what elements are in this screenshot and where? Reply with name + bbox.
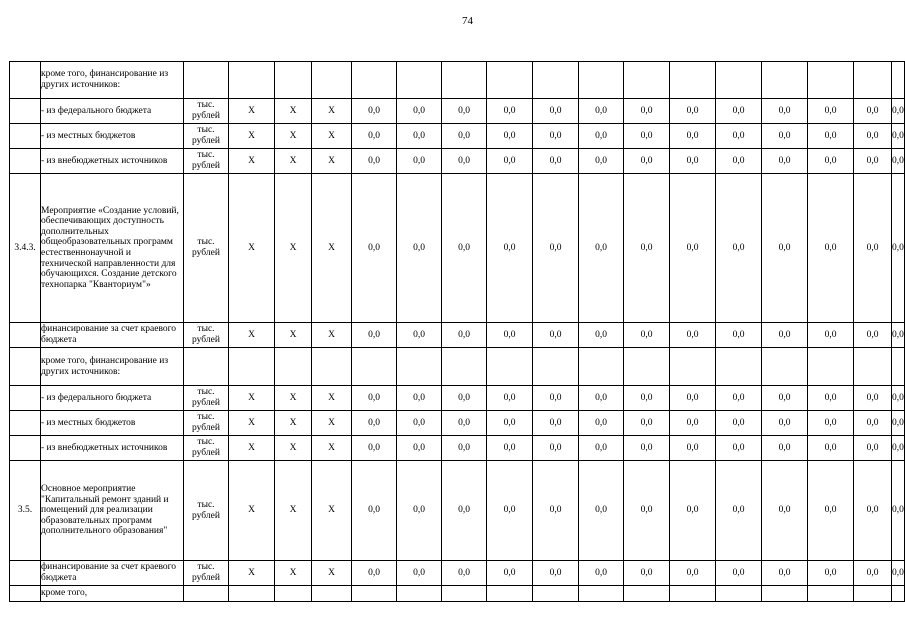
value-cell: 0,0 [352, 124, 397, 149]
value-cell: 0,0 [670, 436, 716, 461]
value-cell [762, 62, 808, 99]
value-cell: 0,0 [624, 561, 670, 586]
x-mark-cell [312, 586, 352, 602]
value-cell: 0,0 [892, 386, 905, 411]
value-cell: 0,0 [854, 174, 892, 323]
x-mark-cell: X [229, 461, 275, 561]
value-cell: 0,0 [533, 436, 579, 461]
x-mark-cell: X [312, 461, 352, 561]
table-row [10, 411, 905, 436]
table-row [10, 461, 905, 561]
activity-name-cell: Мероприятие «Создание условий, обеспечивающих доступность дополнительных общеобразовательных программ естественнонаучной и технической направленности для обучающихся. Создание детского технопарка "Кванториум"» [41, 174, 184, 323]
x-mark-cell [229, 348, 275, 386]
value-cell [442, 62, 487, 99]
value-cell: 0,0 [808, 411, 854, 436]
value-cell [397, 348, 442, 386]
value-cell: 0,0 [624, 149, 670, 174]
value-cell: 0,0 [716, 461, 762, 561]
x-mark-cell: X [312, 124, 352, 149]
value-cell [579, 586, 624, 602]
row-number-cell [10, 348, 41, 386]
value-cell: 0,0 [716, 149, 762, 174]
value-cell [487, 348, 533, 386]
x-mark-cell [275, 586, 312, 602]
table-row [10, 386, 905, 411]
value-cell: 0,0 [762, 461, 808, 561]
table-row [10, 62, 905, 99]
value-cell: 0,0 [487, 461, 533, 561]
value-cell: 0,0 [352, 411, 397, 436]
x-mark-cell: X [229, 174, 275, 323]
value-cell: 0,0 [579, 99, 624, 124]
value-cell [670, 62, 716, 99]
value-cell: 0,0 [716, 411, 762, 436]
x-mark-cell: X [312, 436, 352, 461]
value-cell: 0,0 [716, 124, 762, 149]
value-cell: 0,0 [762, 174, 808, 323]
value-cell: 0,0 [670, 411, 716, 436]
value-cell: 0,0 [808, 174, 854, 323]
value-cell [854, 348, 892, 386]
table-row [10, 586, 905, 602]
value-cell [533, 62, 579, 99]
unit-cell: тыс. рублей [184, 174, 229, 323]
value-cell: 0,0 [808, 149, 854, 174]
value-cell [808, 586, 854, 602]
value-cell: 0,0 [762, 436, 808, 461]
value-cell: 0,0 [352, 174, 397, 323]
value-cell: 0,0 [762, 386, 808, 411]
x-mark-cell [312, 348, 352, 386]
value-cell [762, 586, 808, 602]
value-cell [487, 62, 533, 99]
value-cell: 0,0 [854, 99, 892, 124]
value-cell: 0,0 [579, 124, 624, 149]
value-cell: 0,0 [892, 411, 905, 436]
value-cell: 0,0 [533, 411, 579, 436]
value-cell: 0,0 [533, 174, 579, 323]
value-cell: 0,0 [808, 386, 854, 411]
value-cell: 0,0 [854, 461, 892, 561]
row-number-cell [10, 411, 41, 436]
value-cell: 0,0 [854, 149, 892, 174]
value-cell: 0,0 [442, 436, 487, 461]
value-cell: 0,0 [808, 99, 854, 124]
activity-name-cell: - из внебюджетных источников [41, 149, 184, 174]
value-cell: 0,0 [442, 124, 487, 149]
value-cell: 0,0 [716, 386, 762, 411]
activity-name-cell: финансирование за счет краевого бюджета [41, 561, 184, 586]
activity-name-cell: кроме того, финансирование из других источников: [41, 348, 184, 386]
value-cell [808, 348, 854, 386]
x-mark-cell: X [312, 411, 352, 436]
value-cell: 0,0 [397, 174, 442, 323]
value-cell: 0,0 [854, 124, 892, 149]
row-number-cell: 3.4.3. [10, 174, 41, 323]
activity-name-cell: - из внебюджетных источников [41, 436, 184, 461]
value-cell [854, 62, 892, 99]
value-cell: 0,0 [442, 411, 487, 436]
value-cell: 0,0 [670, 561, 716, 586]
value-cell: 0,0 [487, 386, 533, 411]
page-number: 74 [462, 15, 473, 27]
value-cell: 0,0 [442, 461, 487, 561]
value-cell: 0,0 [579, 411, 624, 436]
unit-cell: тыс. рублей [184, 124, 229, 149]
value-cell: 0,0 [892, 436, 905, 461]
x-mark-cell: X [312, 99, 352, 124]
value-cell [892, 62, 905, 99]
table-row [10, 348, 905, 386]
value-cell: 0,0 [624, 386, 670, 411]
value-cell: 0,0 [624, 124, 670, 149]
x-mark-cell [275, 348, 312, 386]
value-cell: 0,0 [762, 99, 808, 124]
value-cell: 0,0 [352, 323, 397, 348]
value-cell: 0,0 [442, 149, 487, 174]
table-row [10, 561, 905, 586]
table-row [10, 99, 905, 124]
value-cell: 0,0 [762, 149, 808, 174]
value-cell [579, 348, 624, 386]
value-cell: 0,0 [579, 386, 624, 411]
value-cell: 0,0 [533, 99, 579, 124]
x-mark-cell: X [275, 436, 312, 461]
value-cell: 0,0 [397, 461, 442, 561]
value-cell: 0,0 [487, 174, 533, 323]
value-cell [624, 348, 670, 386]
x-mark-cell [229, 586, 275, 602]
value-cell [533, 586, 579, 602]
activity-name-cell: - из местных бюджетов [41, 411, 184, 436]
value-cell: 0,0 [670, 386, 716, 411]
value-cell [892, 348, 905, 386]
value-cell: 0,0 [670, 149, 716, 174]
activity-name-cell: - из федерального бюджета [41, 386, 184, 411]
table-row [10, 323, 905, 348]
value-cell: 0,0 [397, 386, 442, 411]
value-cell: 0,0 [352, 461, 397, 561]
value-cell: 0,0 [624, 461, 670, 561]
value-cell: 0,0 [854, 411, 892, 436]
unit-cell: тыс. рублей [184, 386, 229, 411]
x-mark-cell: X [229, 411, 275, 436]
value-cell [624, 62, 670, 99]
value-cell: 0,0 [579, 561, 624, 586]
row-number-cell [10, 62, 41, 99]
value-cell: 0,0 [670, 461, 716, 561]
value-cell: 0,0 [487, 436, 533, 461]
value-cell: 0,0 [808, 436, 854, 461]
value-cell: 0,0 [487, 149, 533, 174]
value-cell: 0,0 [892, 149, 905, 174]
value-cell: 0,0 [854, 386, 892, 411]
value-cell: 0,0 [854, 436, 892, 461]
value-cell: 0,0 [442, 174, 487, 323]
activity-name-cell: финансирование за счет краевого бюджета [41, 323, 184, 348]
table-row [10, 124, 905, 149]
x-mark-cell [229, 62, 275, 99]
row-number-cell [10, 323, 41, 348]
x-mark-cell: X [275, 411, 312, 436]
value-cell: 0,0 [892, 461, 905, 561]
value-cell [716, 586, 762, 602]
value-cell: 0,0 [442, 323, 487, 348]
value-cell: 0,0 [716, 323, 762, 348]
value-cell: 0,0 [670, 124, 716, 149]
x-mark-cell: X [312, 386, 352, 411]
value-cell: 0,0 [579, 149, 624, 174]
x-mark-cell: X [275, 99, 312, 124]
value-cell: 0,0 [716, 436, 762, 461]
value-cell: 0,0 [397, 411, 442, 436]
value-cell: 0,0 [808, 323, 854, 348]
budget-table [9, 61, 905, 602]
row-number-cell [10, 149, 41, 174]
x-mark-cell: X [229, 99, 275, 124]
row-number-cell [10, 586, 41, 602]
x-mark-cell: X [229, 436, 275, 461]
unit-cell [184, 586, 229, 602]
x-mark-cell: X [312, 561, 352, 586]
value-cell [352, 586, 397, 602]
x-mark-cell [312, 62, 352, 99]
x-mark-cell: X [229, 386, 275, 411]
x-mark-cell: X [275, 149, 312, 174]
value-cell: 0,0 [716, 174, 762, 323]
table-row [10, 149, 905, 174]
value-cell: 0,0 [670, 174, 716, 323]
value-cell: 0,0 [892, 323, 905, 348]
x-mark-cell: X [229, 561, 275, 586]
activity-name-cell: Основное мероприятие "Капитальный ремонт зданий и помещений для реализации образовательных программ дополнительного образования" [41, 461, 184, 561]
row-number-cell [10, 99, 41, 124]
x-mark-cell: X [275, 461, 312, 561]
value-cell: 0,0 [352, 149, 397, 174]
value-cell: 0,0 [397, 323, 442, 348]
value-cell: 0,0 [352, 561, 397, 586]
unit-cell: тыс. рублей [184, 99, 229, 124]
unit-cell [184, 62, 229, 99]
unit-cell: тыс. рублей [184, 323, 229, 348]
value-cell: 0,0 [808, 124, 854, 149]
row-number-cell [10, 561, 41, 586]
row-number-cell [10, 436, 41, 461]
value-cell: 0,0 [352, 436, 397, 461]
x-mark-cell: X [312, 149, 352, 174]
value-cell [716, 348, 762, 386]
value-cell: 0,0 [442, 386, 487, 411]
value-cell: 0,0 [892, 174, 905, 323]
value-cell: 0,0 [624, 323, 670, 348]
x-mark-cell: X [229, 323, 275, 348]
value-cell: 0,0 [762, 323, 808, 348]
value-cell: 0,0 [533, 323, 579, 348]
value-cell: 0,0 [579, 436, 624, 461]
value-cell: 0,0 [892, 561, 905, 586]
value-cell [808, 62, 854, 99]
x-mark-cell: X [312, 174, 352, 323]
activity-name-cell: - из местных бюджетов [41, 124, 184, 149]
value-cell: 0,0 [487, 323, 533, 348]
activity-name-cell: кроме того, [41, 586, 184, 602]
value-cell: 0,0 [808, 561, 854, 586]
value-cell [579, 62, 624, 99]
value-cell [352, 348, 397, 386]
value-cell [397, 62, 442, 99]
unit-cell: тыс. рублей [184, 411, 229, 436]
value-cell: 0,0 [442, 561, 487, 586]
value-cell [487, 586, 533, 602]
value-cell: 0,0 [716, 99, 762, 124]
row-number-cell: 3.5. [10, 461, 41, 561]
value-cell [442, 348, 487, 386]
value-cell: 0,0 [397, 124, 442, 149]
value-cell: 0,0 [624, 436, 670, 461]
value-cell: 0,0 [808, 461, 854, 561]
value-cell: 0,0 [854, 561, 892, 586]
x-mark-cell: X [312, 323, 352, 348]
x-mark-cell: X [275, 174, 312, 323]
value-cell [762, 348, 808, 386]
value-cell: 0,0 [716, 561, 762, 586]
value-cell: 0,0 [533, 149, 579, 174]
value-cell: 0,0 [624, 411, 670, 436]
value-cell: 0,0 [762, 411, 808, 436]
unit-cell: тыс. рублей [184, 561, 229, 586]
value-cell [670, 586, 716, 602]
value-cell: 0,0 [397, 99, 442, 124]
value-cell: 0,0 [352, 386, 397, 411]
x-mark-cell: X [275, 561, 312, 586]
x-mark-cell [275, 62, 312, 99]
unit-cell [184, 348, 229, 386]
value-cell: 0,0 [579, 174, 624, 323]
value-cell [854, 586, 892, 602]
value-cell: 0,0 [762, 124, 808, 149]
value-cell: 0,0 [670, 323, 716, 348]
x-mark-cell: X [275, 386, 312, 411]
value-cell: 0,0 [892, 99, 905, 124]
value-cell: 0,0 [487, 99, 533, 124]
value-cell: 0,0 [854, 323, 892, 348]
value-cell: 0,0 [487, 411, 533, 436]
value-cell [892, 586, 905, 602]
unit-cell: тыс. рублей [184, 461, 229, 561]
value-cell: 0,0 [624, 99, 670, 124]
value-cell: 0,0 [579, 323, 624, 348]
x-mark-cell: X [229, 149, 275, 174]
value-cell [397, 586, 442, 602]
x-mark-cell: X [229, 124, 275, 149]
value-cell [716, 62, 762, 99]
value-cell [624, 586, 670, 602]
value-cell: 0,0 [487, 561, 533, 586]
table-row [10, 436, 905, 461]
x-mark-cell: X [275, 124, 312, 149]
value-cell: 0,0 [533, 124, 579, 149]
value-cell: 0,0 [533, 461, 579, 561]
value-cell: 0,0 [533, 561, 579, 586]
unit-cell: тыс. рублей [184, 436, 229, 461]
value-cell [670, 348, 716, 386]
value-cell: 0,0 [487, 124, 533, 149]
table-row [10, 174, 905, 323]
value-cell: 0,0 [624, 174, 670, 323]
value-cell: 0,0 [670, 99, 716, 124]
value-cell: 0,0 [533, 386, 579, 411]
value-cell: 0,0 [762, 561, 808, 586]
value-cell: 0,0 [397, 561, 442, 586]
value-cell: 0,0 [892, 124, 905, 149]
value-cell: 0,0 [397, 149, 442, 174]
value-cell: 0,0 [579, 461, 624, 561]
value-cell [442, 586, 487, 602]
value-cell [533, 348, 579, 386]
value-cell: 0,0 [352, 99, 397, 124]
row-number-cell [10, 386, 41, 411]
activity-name-cell: - из федерального бюджета [41, 99, 184, 124]
value-cell: 0,0 [397, 436, 442, 461]
x-mark-cell: X [275, 323, 312, 348]
unit-cell: тыс. рублей [184, 149, 229, 174]
value-cell [352, 62, 397, 99]
value-cell: 0,0 [442, 99, 487, 124]
activity-name-cell: кроме того, финансирование из других источников: [41, 62, 184, 99]
row-number-cell [10, 124, 41, 149]
